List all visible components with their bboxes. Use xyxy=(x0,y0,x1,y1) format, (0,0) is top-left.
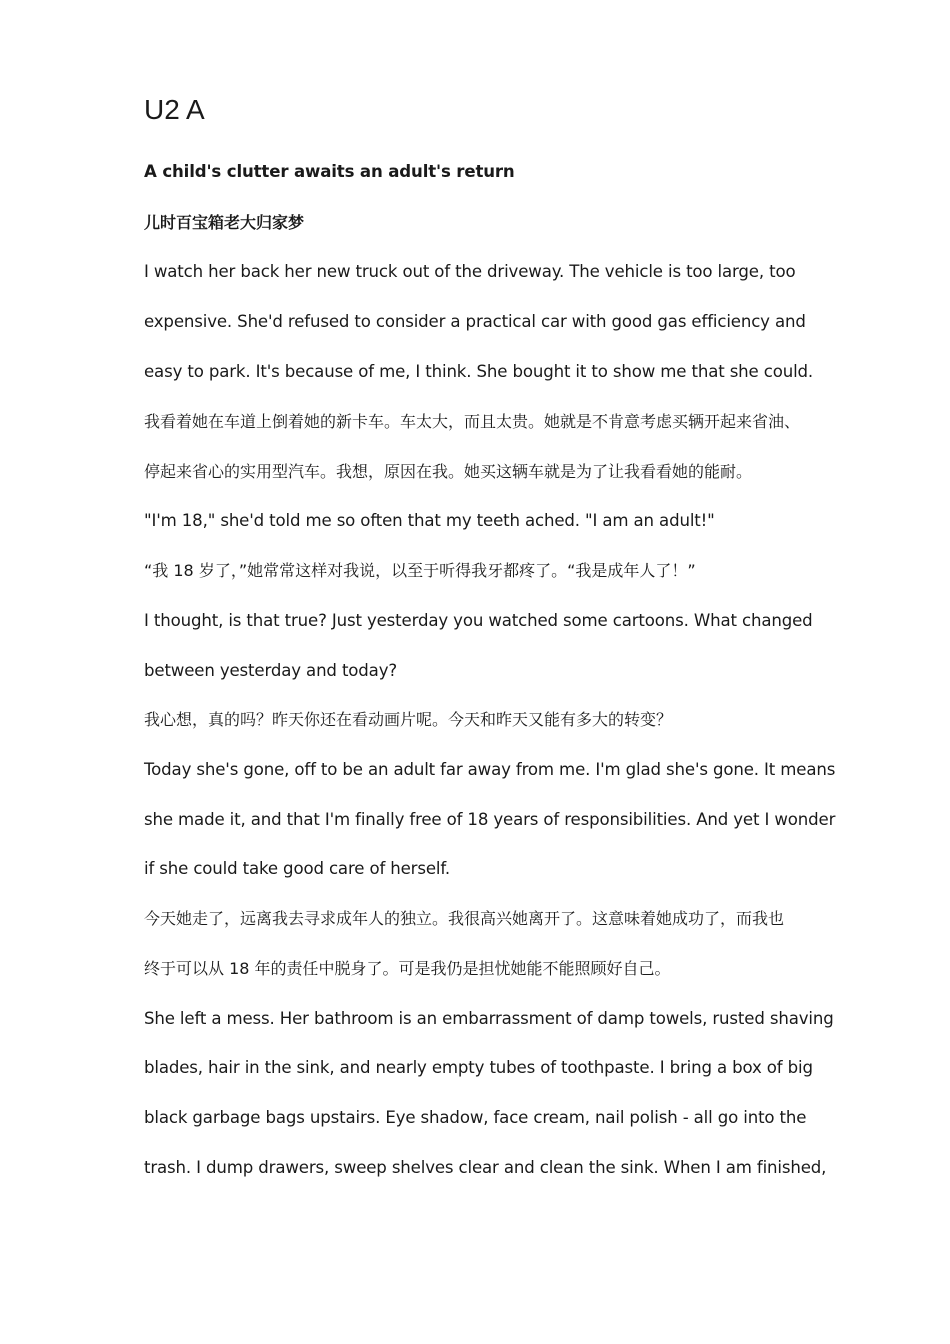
paragraph-line-chinese: 我看着她在车道上倒着她的新卡车。车太大，而且太贵。她就是不肯意考虑买辆开起来省油、 xyxy=(144,412,801,431)
unit-title: U2 A xyxy=(144,94,205,125)
paragraph-line: She left a mess. Her bathroom is an embarrassment of damp towels, rusted shaving xyxy=(144,1009,834,1028)
paragraph-line: I watch her back her new truck out of the driveway. The vehicle is too large, too xyxy=(144,262,796,281)
paragraph-line: easy to park. It's because of me, I think. She bought it to show me that she could. xyxy=(144,362,814,381)
paragraph-line: she made it, and that I'm finally free of 18 years of responsibilities. And yet I wonder xyxy=(144,810,836,829)
paragraph-line: I thought, is that true? Just yesterday you watched some cartoons. What changed xyxy=(144,611,813,630)
paragraph-line: Today she's gone, off to be an adult far away from me. I'm glad she's gone. It means xyxy=(144,760,836,779)
paragraph-line: "I'm 18," she'd told me so often that my teeth ached. "I am an adult!" xyxy=(144,511,715,530)
paragraph-line-chinese: “我 18 岁了，”她常常这样对我说，以至于听得我牙都疼了。“我是成年人了！” xyxy=(144,561,696,580)
paragraph-line: between yesterday and today? xyxy=(144,661,398,680)
paragraph-line: blades, hair in the sink, and nearly empty tubes of toothpaste. I bring a box of big xyxy=(144,1058,813,1077)
paragraph-line-chinese: 终于可以从 18 年的责任中脱身了。可是我仍是担忧她能不能照顾好自己。 xyxy=(144,959,671,978)
paragraph-line-chinese: 我心想，真的吗？昨天你还在看动画片呢。今天和昨天又能有多大的转变？ xyxy=(144,710,673,729)
paragraph-line: black garbage bags upstairs. Eye shadow, face cream, nail polish - all go into the xyxy=(144,1108,807,1127)
paragraph-line: if she could take good care of herself. xyxy=(144,859,450,878)
paragraph-line-chinese: 今天她走了，远离我去寻求成年人的独立。我很高兴她离开了。这意味着她成功了，而我也 xyxy=(144,909,785,928)
paragraph-line: trash. I dump drawers, sweep shelves clear and clean the sink. When I am finished, xyxy=(144,1158,827,1177)
article-title-english: A child's clutter awaits an adult's return xyxy=(144,162,515,181)
paragraph-line-chinese: 停起来省心的实用型汽车。我想，原因在我。她买这辆车就是为了让我看看她的能耐。 xyxy=(144,462,753,481)
article-title-chinese: 儿时百宝箱老大归家梦 xyxy=(144,213,305,232)
paragraph-line: expensive. She'd refused to consider a practical car with good gas efficiency and xyxy=(144,312,806,331)
